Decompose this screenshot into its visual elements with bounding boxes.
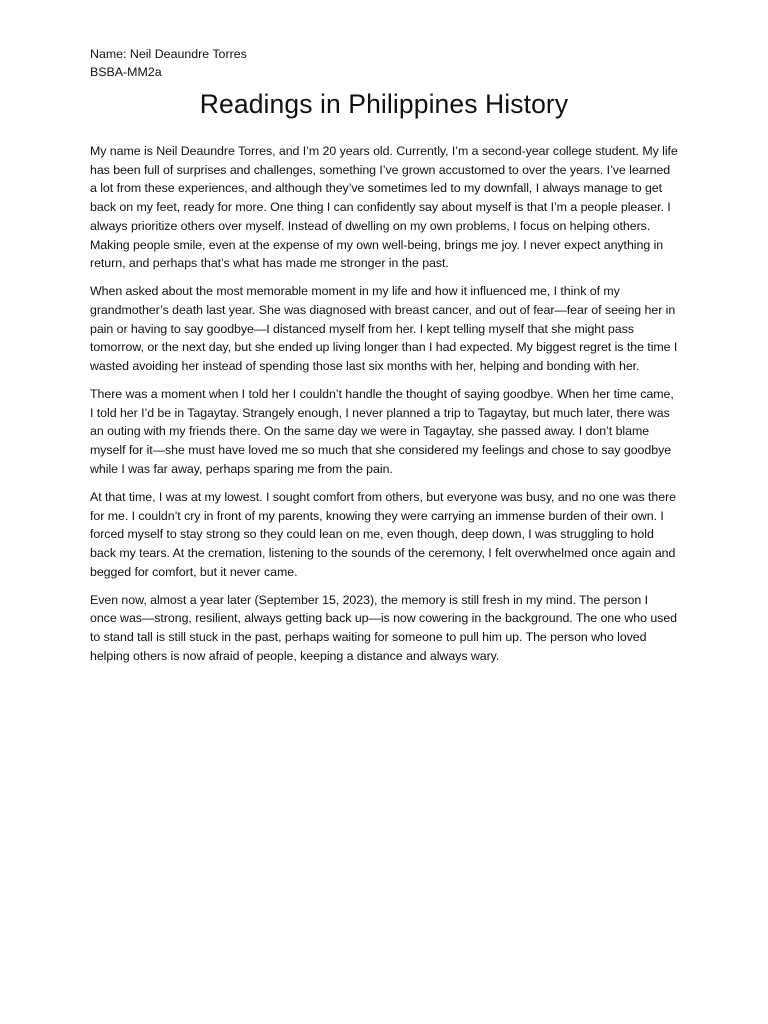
class-section: BSBA-MM2a [90, 65, 162, 79]
paragraph-4: At that time, I was at my lowest. I sought comfort from others, but everyone was busy, and no one was there for me. I couldn’t cry in front of my parents, knowing they were carrying an immense burden of their own. I forced myself to stay strong so they could lean on me, even though, deep down, I was struggling to hold back my tears. At the cremation, listening to the sounds of the ceremony, I felt overwhelmed once again and begged for comfort, but it never came. [90, 489, 677, 579]
paragraph-3: There was a moment when I told her I couldn’t handle the thought of saying goodbye. When her time came, I told her I’d be in Tagaytay. Strangely enough, I never planned a trip to Tagaytay, but much later, there was an outing with my friends there. On the same day we were in Tagaytay, she passed away. I don’t blame myself for it—she must have loved me so much that she considered my feelings and chose to say goodbye while I was far away, perhaps sparing me from the pain. [90, 387, 674, 476]
document-title: Readings in Philippines History [199, 89, 569, 119]
document-body [90, 142, 678, 665]
paragraph-1: My name is Neil Deaundre Torres, and I’m 20 years old. Currently, I’m a second-year college student. My life has been full of surprises and challenges, something I’ve grown accustomed to over the years. I’ve learned a lot from these experiences, and although they’ve sometimes led to my downfall, I always manage to get back on my feet, ready for more. One thing I can confidently say about myself is that I’m a people pleaser. I always prioritize others over myself. Instead of dwelling on my own problems, I focus on helping others. Making people smile, even at the expense of my own well-being, brings me joy. I never expect anything in return, and perhaps that’s what has made me stronger in the past. [90, 144, 678, 271]
paragraph-2: When asked about the most memorable moment in my life and how it influenced me, I think of my grandmother’s death last year. She was diagnosed with breast cancer, and out of fear—fear of seeing her in pain or having to say goodbye—I distanced myself from her. I kept telling myself that she might pass tomorrow, or the next day, but she ended up living longer than I had expected. My biggest regret is the time I wasted avoiding her instead of spending those last six months with her, helping and bonding with her. [90, 284, 678, 374]
document-page [90, 45, 678, 675]
paragraph-5: Even now, almost a year later (September 15, 2023), the memory is still fresh in my mind. The person I once was—strong, resilient, always getting back up—is now cowering in the background. The one who used to stand tall is still stuck in the past, perhaps waiting for someone to pull him up. The person who loved helping others is now afraid of people, keeping a distance and always wary. [90, 592, 678, 663]
student-name: Name: Neil Deaundre Torres [90, 47, 247, 61]
